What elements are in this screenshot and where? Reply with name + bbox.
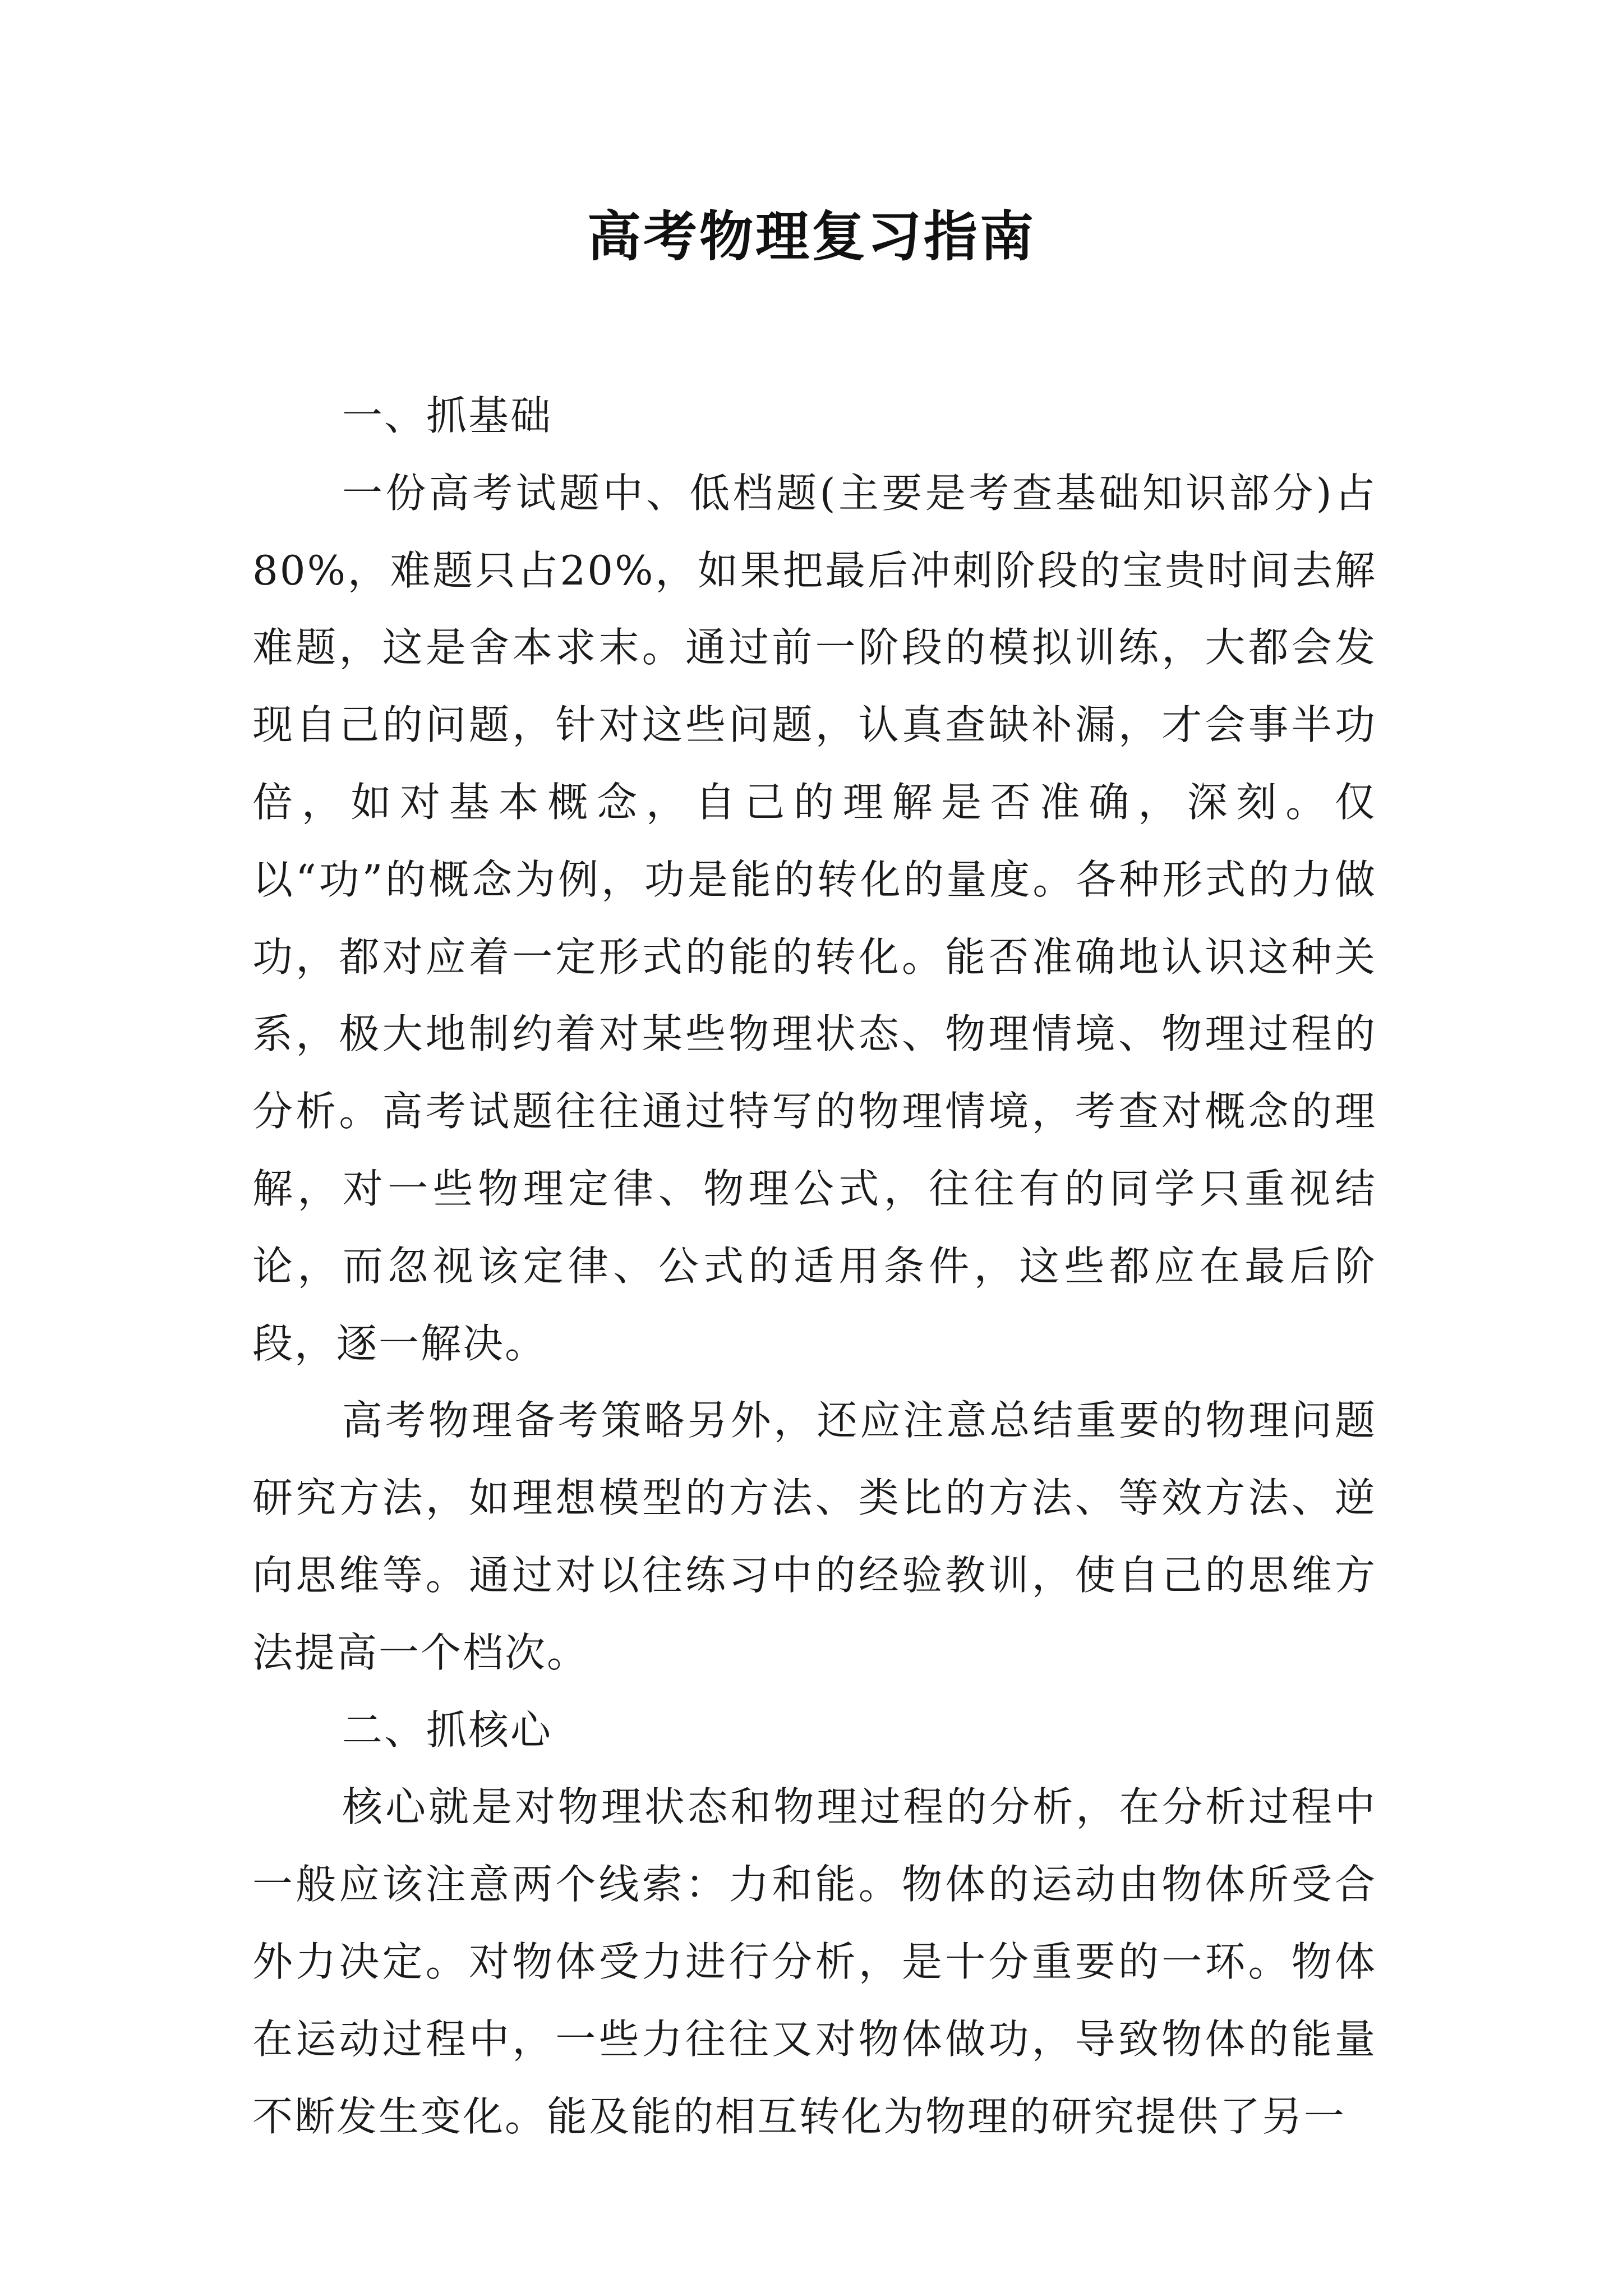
paragraph-basics: 一份高考试题中、低档题(主要是考查基础知识部分)占80%，难题只占20%，如果把最后冲刺阶段的宝贵时间去解难题，这是舍本求末。通过前一阶段的模拟训练，大都会发现自己的问题，针对这些问题，认真查缺补漏，才会事半功倍，如对基本概念，自己的理解是否准确，深刻。仅以“功”的概念为例，功是能的转化的量度。各种形式的力做功，都对应着一定形式的能的转化。能否准确地认识这种关系，极大地制约着对某些物理状态、物理情境、物理过程的分析。高考试题往往通过特写的物理情境，考查对概念的理解，对一些物理定律、物理公式，往往有的同学只重视结论，而忽视该定律、公式的适用条件，这些都应在最后阶段，逐一解决。 <box>252 469 1377 1367</box>
document-body <box>252 378 1377 2155</box>
document-title: 高考物理复习指南 <box>587 205 1036 268</box>
paragraph-methods: 高考物理备考策略另外，还应注意总结重要的物理问题研究方法，如理想模型的方法、类比的方法、等效方法、逆向思维等。通过对以往练习中的经验教训，使自己的思维方法提高一个档次。 <box>252 1397 1377 1676</box>
section-heading-core: 二、抓核心 <box>342 1706 553 1754</box>
section-heading-basics: 一、抓基础 <box>342 392 553 439</box>
paragraph-core: 核心就是对物理状态和物理过程的分析，在分析过程中一般应该注意两个线索：力和能。物体的运动由物体所受合外力决定。对物体受力进行分析，是十分重要的一环。物体在运动过程中，一些力往往又对物体做功，导致物体的能量不断发生变化。能及能的相互转化为物理的研究提供了另一 <box>252 1783 1377 2140</box>
